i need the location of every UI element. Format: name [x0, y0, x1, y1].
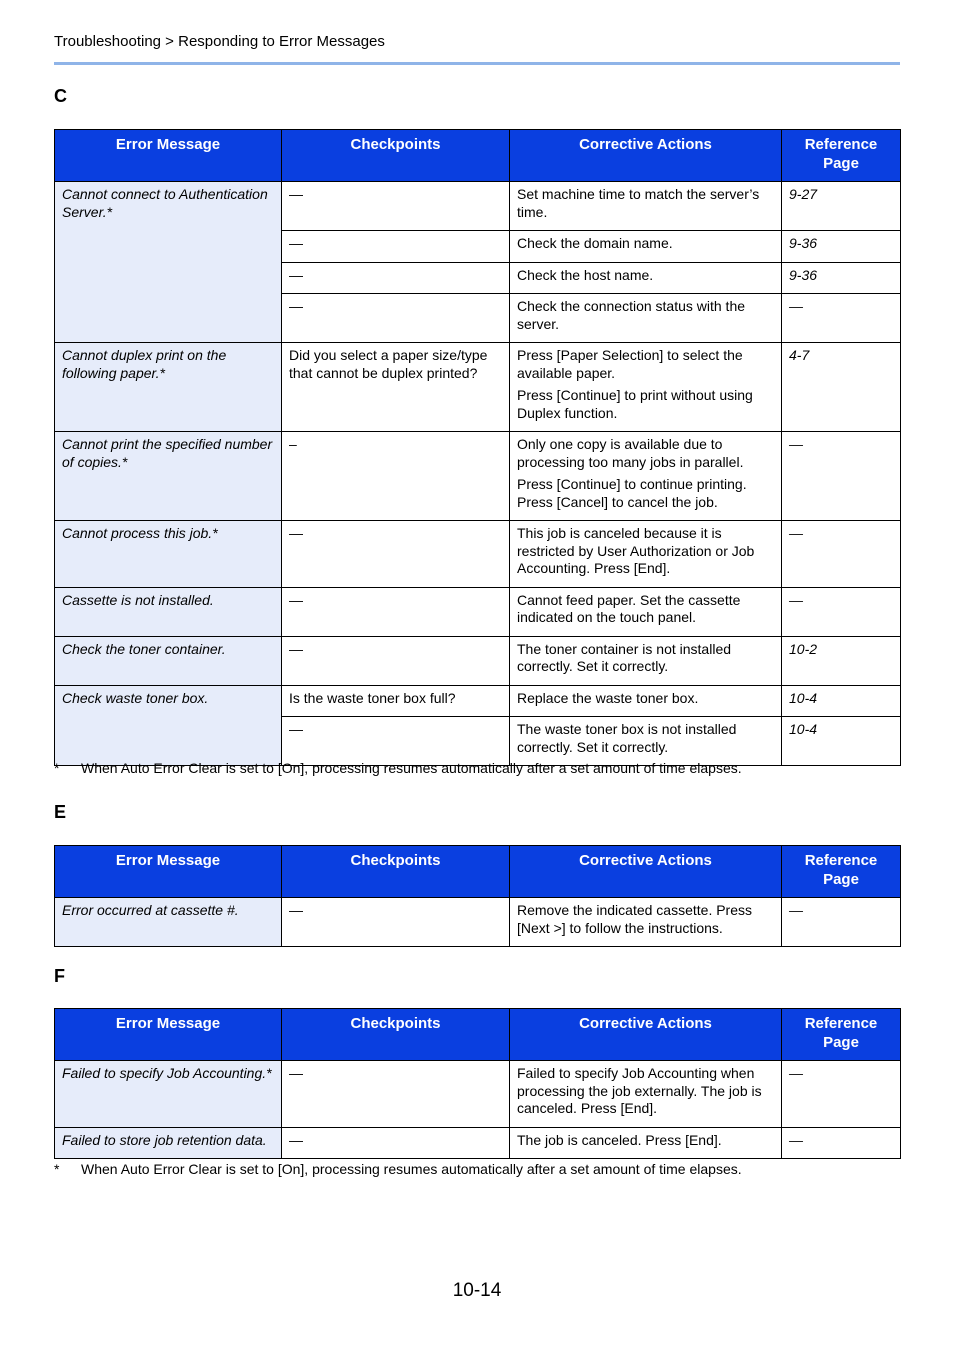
error-message-cell: Cannot print the specified number of copies.*: [55, 432, 282, 521]
reference-page-cell: 10-2: [782, 636, 901, 685]
table-header-row: [55, 1009, 901, 1061]
footnote-text: When Auto Error Clear is set to [On], processing resumes automatically after a set amount of time elapses.: [81, 1161, 742, 1177]
reference-page-cell: 4-7: [782, 343, 901, 432]
corrective-action-text: Check the host name.: [517, 266, 654, 283]
checkpoint-cell: —: [282, 1127, 510, 1159]
reference-page-cell: —: [782, 294, 901, 343]
reference-page-cell: —: [782, 1061, 901, 1128]
checkpoint-cell: —: [282, 294, 510, 343]
reference-page-cell: 9-36: [782, 231, 901, 263]
error-message-cell: Failed to store job retention data.: [55, 1127, 282, 1159]
section-letter-e: E: [54, 802, 67, 822]
corrective-action-text: The job is canceled. Press [End].: [517, 1131, 722, 1148]
footnote-f: [54, 1161, 742, 1177]
corrective-action-cell: [510, 231, 782, 263]
breadcrumb: Troubleshooting > Responding to Error Messages: [54, 33, 385, 50]
corrective-action-text: Set machine time to match the server’s time.: [517, 186, 760, 220]
page-number: 10-14: [452, 1280, 502, 1301]
corrective-action-text: Check the domain name.: [517, 235, 673, 251]
header-checkpoints: Checkpoints: [282, 1009, 510, 1061]
checkpoint-cell: —: [282, 262, 510, 294]
corrective-action-text: Press [Paper Selection] to select the available paper.: [517, 347, 743, 381]
checkpoint-cell: —: [282, 587, 510, 636]
corrective-action-text: Cannot feed paper. Set the cassette indicated on the touch panel.: [517, 591, 741, 625]
corrective-action-cell: [510, 294, 782, 343]
header-reference-page: Reference Page: [782, 1009, 901, 1061]
corrective-action-text: Only one copy is available due to processing too many jobs in parallel.: [517, 436, 744, 470]
corrective-action-cell: [510, 685, 782, 717]
error-message-cell: Cannot process this job.*: [55, 521, 282, 588]
header-error-message: Error Message: [55, 130, 282, 182]
corrective-action-cell: [510, 1127, 782, 1159]
checkpoint-cell: —: [282, 1061, 510, 1128]
error-message-cell: Cannot duplex print on the following paper.*: [55, 343, 282, 432]
checkpoint-cell: —: [282, 717, 510, 766]
header-error-message: Error Message: [55, 1009, 282, 1061]
header-rule: [54, 62, 900, 65]
table-row: [55, 898, 901, 947]
table-row: [55, 1127, 901, 1159]
header-corrective-actions: Corrective Actions: [510, 1009, 782, 1061]
checkpoint-cell: –: [282, 432, 510, 521]
error-message-cell: Cannot connect to Authentication Server.*: [55, 182, 282, 343]
corrective-action-cell: [510, 898, 782, 947]
error-table-e: [54, 845, 901, 947]
footnote-mark: *: [54, 1161, 60, 1177]
corrective-action-text: Failed to specify Job Accounting when processing the job externally. The job is canceled. Press [End].: [517, 1065, 762, 1116]
error-table-c: [54, 129, 901, 766]
corrective-action-text: The waste toner box is not installed correctly. Set it correctly.: [517, 721, 737, 755]
checkpoint-cell: —: [282, 636, 510, 685]
corrective-action-text: The toner container is not installed correctly. Set it correctly.: [517, 640, 732, 674]
reference-page-cell: —: [782, 1127, 901, 1159]
corrective-action-text: Press [Continue] to print without using Duplex function.: [517, 387, 753, 421]
checkpoint-cell: Is the waste toner box full?: [282, 685, 510, 717]
reference-page-cell: —: [782, 521, 901, 588]
error-message-cell: Check waste toner box.: [55, 685, 282, 766]
corrective-action-text: Remove the indicated cassette. Press [Next >] to follow the instructions.: [517, 902, 753, 936]
error-message-cell: Check the toner container.: [55, 636, 282, 685]
footnote-mark: *: [54, 760, 60, 776]
reference-page-cell: —: [782, 898, 901, 947]
error-table-f: [54, 1008, 901, 1159]
table-row: [55, 685, 901, 717]
table-row: [55, 521, 901, 588]
corrective-action-cell: [510, 1061, 782, 1128]
section-letter-c: C: [54, 86, 67, 106]
header-error-message: Error Message: [55, 846, 282, 898]
reference-page-cell: —: [782, 587, 901, 636]
reference-page-cell: —: [782, 432, 901, 521]
corrective-action-cell: [510, 432, 782, 521]
corrective-action-cell: [510, 182, 782, 231]
corrective-action-text: Replace the waste toner box.: [517, 689, 699, 706]
corrective-action-cell: [510, 262, 782, 294]
footnote-c: [54, 760, 742, 776]
header-corrective-actions: Corrective Actions: [510, 130, 782, 182]
header-checkpoints: Checkpoints: [282, 130, 510, 182]
header-corrective-actions: Corrective Actions: [510, 846, 782, 898]
table-row: [55, 182, 901, 231]
corrective-action-cell: [510, 717, 782, 766]
corrective-action-cell: [510, 636, 782, 685]
corrective-action-cell: [510, 521, 782, 588]
corrective-action-text: Press [Continue] to continue printing. Press [Cancel] to cancel the job.: [517, 476, 747, 510]
checkpoint-cell: —: [282, 898, 510, 947]
corrective-action-text: Check the connection status with the server.: [517, 298, 746, 332]
footnote-text: When Auto Error Clear is set to [On], processing resumes automatically after a set amount of time elapses.: [81, 760, 742, 776]
checkpoint-cell: —: [282, 182, 510, 231]
corrective-action-cell: [510, 587, 782, 636]
section-letter-f: F: [54, 966, 65, 986]
checkpoint-cell: —: [282, 231, 510, 263]
table-row: [55, 587, 901, 636]
reference-page-cell: 10-4: [782, 685, 901, 717]
error-message-cell: Cassette is not installed.: [55, 587, 282, 636]
table-row: [55, 1061, 901, 1128]
corrective-action-text: This job is canceled because it is restricted by User Authorization or Job Accounting. Press [End].: [517, 525, 755, 576]
reference-page-cell: 9-36: [782, 262, 901, 294]
checkpoint-cell: Did you select a paper size/type that cannot be duplex printed?: [282, 343, 510, 432]
corrective-action-cell: [510, 343, 782, 432]
checkpoint-cell: —: [282, 521, 510, 588]
table-header-row: [55, 130, 901, 182]
table-row: [55, 343, 901, 432]
header-checkpoints: Checkpoints: [282, 846, 510, 898]
error-message-cell: Failed to specify Job Accounting.*: [55, 1061, 282, 1128]
reference-page-cell: 10-4: [782, 717, 901, 766]
reference-page-cell: 9-27: [782, 182, 901, 231]
table-row: [55, 636, 901, 685]
header-reference-page: Reference Page: [782, 130, 901, 182]
error-message-cell: Error occurred at cassette #.: [55, 898, 282, 947]
table-row: [55, 432, 901, 521]
table-header-row: [55, 846, 901, 898]
header-reference-page: Reference Page: [782, 846, 901, 898]
